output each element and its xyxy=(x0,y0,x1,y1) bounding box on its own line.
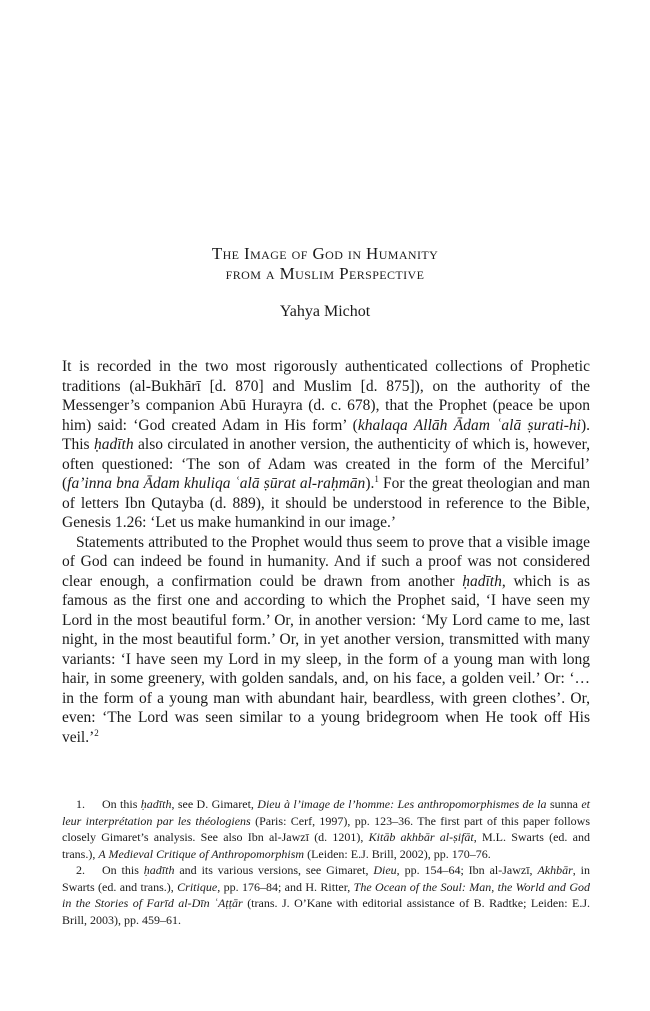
italic-run: fa’inna bna Ādam khuliqa ʿalā ṣūrat al-raḥmān xyxy=(67,475,366,492)
italic-run: ḥadīth xyxy=(143,863,175,877)
italic-run: ḥadīth xyxy=(140,797,172,811)
italic-run: The Ocean of the Soul: Man, the World and God in the Stories of Farīd al-Dīn ʿAṭṭār xyxy=(62,879,590,910)
text-run: , pp. 154–64; Ibn al-Jawzī, xyxy=(396,863,538,877)
text-run: , in Swarts (ed. and trans.), xyxy=(62,863,591,894)
text-run: Statements attributed to the Prophet would thus seem to prove that a visible image of God can indeed be found in humanity. And if such a proof was not considered clear enough, a confirmation could be drawn from another xyxy=(62,533,590,590)
text-run: , pp. 176–84; and H. Ritter, xyxy=(217,879,354,894)
body-paragraph-2 xyxy=(62,533,590,748)
text-run: ). This xyxy=(62,416,590,453)
title-line-1: The Image of God in Humanity xyxy=(211,244,439,263)
article-title xyxy=(0,244,650,284)
text-run: On this xyxy=(102,863,144,877)
footnote-number: 2. xyxy=(76,863,85,877)
text-run: , which is as famous as the first one and according to which the Prophet said, ‘I have seen my Lord in the most beautiful form.’ Or, in another version: ‘My Lord came to me, last night, in the most beautiful form.’ Or, in yet another version, transmitted with many variants: ‘I have seen my Lord in my sleep, in the form of a young man with long hair, in some greenery, with golden sandals, and, on his face, a golden veil.’ Or: ‘… in the form of a young man with abundant hair, beardless, with green clothes’. Or, even: ‘The Lord was seen similar to a young bridegroom when He took off His veil.’ xyxy=(62,572,590,746)
text-run: (Leiden: E.J. Brill, 2002), pp. 170–76. xyxy=(304,846,491,861)
footnote-1 xyxy=(62,796,590,862)
italic-run: ḥadīth xyxy=(462,572,502,590)
footnote-2 xyxy=(62,862,590,928)
article-body xyxy=(62,357,590,747)
footnote-ref: 1 xyxy=(374,473,379,484)
text-run: (Paris: Cerf, 1997), pp. 123–36. The first part of this paper follows closely Gimaret’s analysis. See also Ibn al-Jawzī (d. 1201), xyxy=(62,813,590,844)
footnote-text xyxy=(62,863,590,927)
title-line-2: from a Muslim Perspective xyxy=(225,264,425,283)
italic-run: ḥadīth xyxy=(93,436,134,453)
italic-run: Akhbār xyxy=(537,863,573,877)
italic-run: khalaqa Allāh Ādam ʿalā ṣurati-hi xyxy=(357,416,581,434)
text-run: sunna xyxy=(549,797,578,811)
italic-run: A Medieval Critique of Anthropomorphism xyxy=(98,846,305,861)
body-paragraph-1 xyxy=(62,357,590,533)
text-run: and its various versions, see Gimaret, xyxy=(174,863,374,877)
italic-run: Dieu xyxy=(373,863,397,877)
text-run: ). xyxy=(365,475,375,492)
text-run: For the great theologian and man of letters Ibn Qutayba (d. 889), it should be understood in reference to the Bible, Genesis 1.26: ‘Let us make humankind in our image.’ xyxy=(62,475,590,531)
italic-run: Kitāb akhbār al-ṣifāt xyxy=(368,830,474,844)
author-name: Yahya Michot xyxy=(279,303,371,320)
text-run: also circulated in another version, the authenticity of which is, however, often questioned: ‘The son of Adam was created in the form of the Merciful’ ( xyxy=(62,436,591,492)
footnote-ref: 2 xyxy=(94,727,99,738)
footnotes xyxy=(62,796,590,928)
italic-run: et leur interprétation par les théologiens xyxy=(62,797,590,828)
text-run: , M.L. Swarts (ed. and trans.), xyxy=(62,830,590,861)
italic-run: Critique xyxy=(177,879,218,894)
footnote-number: 1. xyxy=(76,797,85,811)
text-run: It is recorded in the two most rigorously authenticated collections of Prophetic traditions (al-Bukhārī [d. 870] and Muslim [d. 875]), on the authority of the Messenger’s companion Abū Hurayra (d. c. 678), that the Prophet (peace be upon him) said: ‘God created Adam in His form’ ( xyxy=(62,358,590,434)
text-run: On this xyxy=(102,797,141,811)
text-run: (trans. J. O’Kane with editorial assistance of B. Radtke; Leiden: E.J. Brill, 2003), pp. 459–61. xyxy=(62,896,590,927)
text-run: , see D. Gimaret, xyxy=(171,797,258,811)
footnote-text xyxy=(62,797,590,861)
italic-run: Dieu à l’image de l’homme: Les anthropomorphismes de la xyxy=(257,797,550,811)
